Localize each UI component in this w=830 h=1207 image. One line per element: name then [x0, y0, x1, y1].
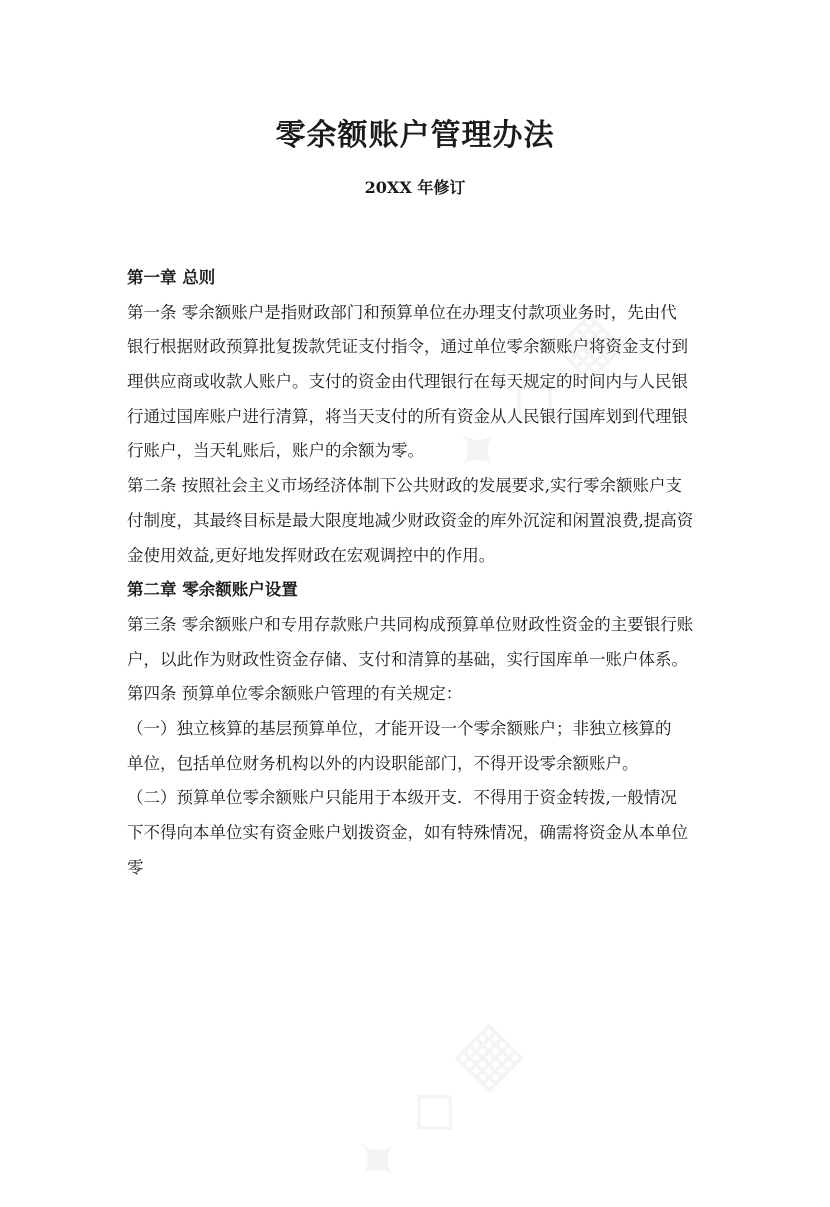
text-line: 银行根据财政预算批复拨款凭证支付指令，通过单位零余额账户将资金支付到 — [127, 337, 688, 357]
text-line: （一）独立核算的基层预算单位，才能开设一个零余额账户；非独立核算的 — [127, 718, 672, 738]
watermark — [334, 1007, 533, 1206]
text-line: 金使用效益,更好地发挥财政在宏观调控中的作用。 — [127, 545, 496, 565]
text-line: 付制度，其最终目标是最大限度地减少财政资金的库外沉淀和闲置浪费,提高资 — [127, 510, 694, 530]
text-line: 行账户，当天轧账后，账户的余额为零。 — [127, 441, 424, 461]
text-line: 行通过国库账户进行清算，将当天支付的所有资金从人民银行国库划到代理银 — [127, 406, 688, 426]
section-heading: 第二章 零余额账户设置 — [127, 580, 298, 600]
document-body — [127, 261, 699, 885]
text-line: 零 — [127, 857, 144, 877]
text-line: 第三条 零余额账户和专用存款账户共同构成预算单位财政性资金的主要银行账 — [127, 614, 694, 634]
text-line: 第一条 零余额账户是指财政部门和预算单位在办理支付款项业务时，先由代 — [127, 302, 677, 322]
section-heading: 第一章 总则 — [127, 268, 216, 287]
text-line: 第四条 预算单位零余额账户管理的有关规定： — [127, 684, 463, 704]
document-title: 零余额账户管理办法 — [275, 118, 555, 153]
text-line: 第二条 按照社会主义市场经济体制下公共财政的发展要求,实行零余额账户支 — [127, 476, 682, 496]
text-line: 户，以此作为财政性资金存储、支付和清算的基础，实行国库单一账户体系。 — [127, 649, 688, 669]
document-subtitle: 20XX 年修订 — [364, 178, 466, 197]
text-line: 下不得向本单位实有资金账户划拨资金，如有特殊情况，确需将资金从本单位 — [127, 823, 688, 842]
text-line: （二）预算单位零余额账户只能用于本级开支．不得用于资金转拨,一般情况 — [127, 788, 677, 808]
text-line: 理供应商或收款人账户。支付的资金由代理银行在每天规定的时间内与人民银 — [127, 372, 688, 392]
text-line: 单位，包括单位财务机构以外的内设职能部门，不得开设零余额账户。 — [127, 753, 639, 773]
